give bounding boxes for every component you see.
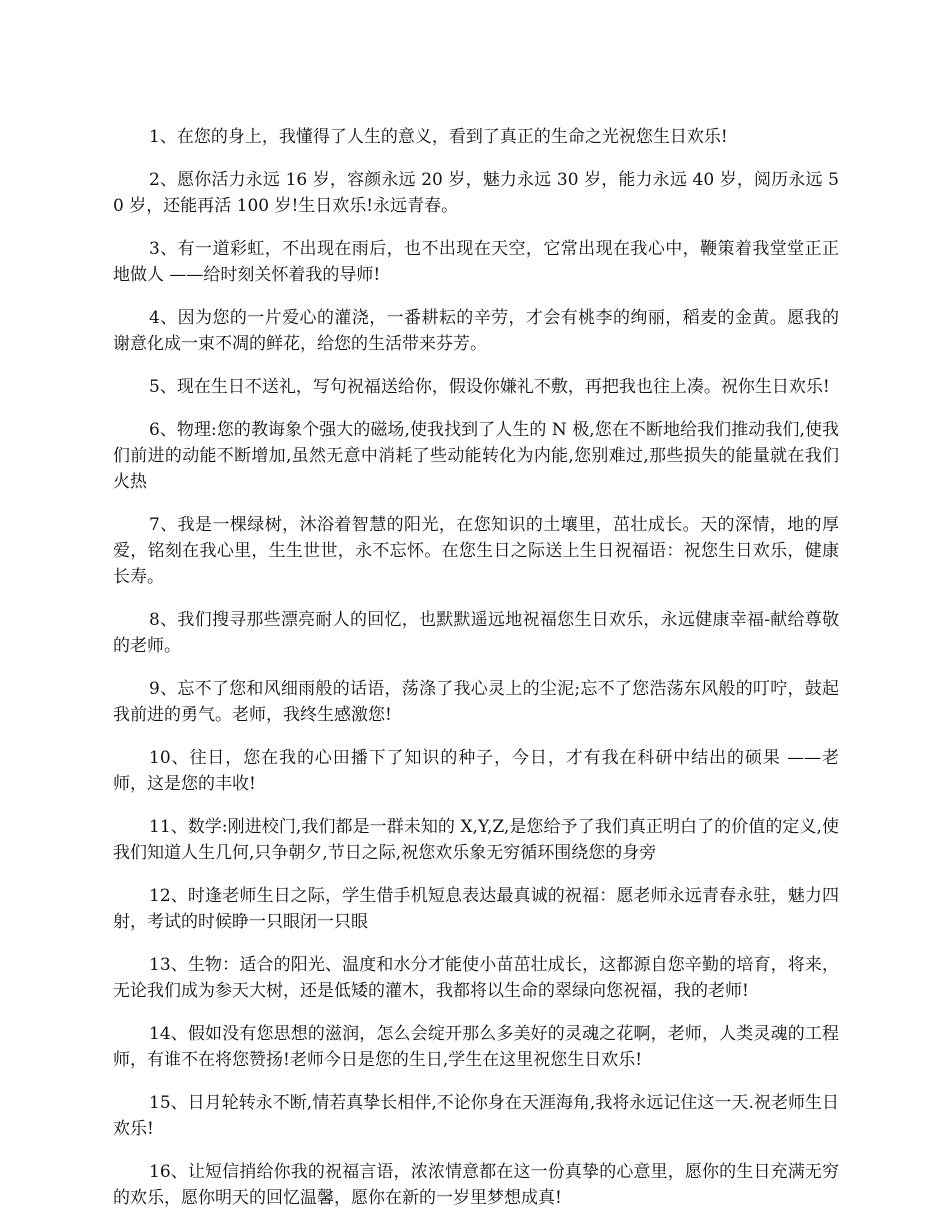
paragraph-3: 3、有一道彩虹，不出现在雨后，也不出现在天空，它常出现在我心中，鞭策着我堂堂正正地做人 ——给时刻关怀着我的导师! [113, 239, 839, 285]
paragraph-7: 7、我是一棵绿树，沐浴着智慧的阳光，在您知识的土壤里，茁壮成长。天的深情，地的厚爱，铭刻在我心里，生生世世，永不忘怀。在您生日之际送上生日祝福语：祝您生日欢乐，健康长寿。 [113, 515, 839, 587]
document-body [113, 124, 839, 1228]
paragraph-6: 6、物理:您的教诲象个强大的磁场,使我找到了人生的 N 极,您在不断地给我们推动我们,使我们前进的动能不断增加,虽然无意中消耗了些动能转化为内能,您别难过,那些损失的能量就在我们火热 [113, 420, 839, 492]
paragraph-14: 14、假如没有您思想的滋润，怎么会绽开那么多美好的灵魂之花啊，老师，人类灵魂的工程师，有谁不在将您赞扬!老师今日是您的生日,学生在这里祝您生日欢乐! [113, 1024, 839, 1070]
paragraph-2: 2、愿你活力永远 16 岁，容颜永远 20 岁，魅力永远 30 岁，能力永远 40 岁，阅历永远 50 岁，还能再活 100 岁!生日欢乐!永远青春。 [113, 170, 839, 216]
paragraph-15: 15、日月轮转永不断,情若真挚长相伴,不论你身在天涯海角,我将永远记住这一天.祝老师生日欢乐! [113, 1093, 839, 1139]
paragraph-11: 11、数学:刚进校门,我们都是一群未知的 X,Y,Z,是您给予了我们真正明白了的价值的定义,使我们知道人生几何,只争朝夕,节日之际,祝您欢乐象无穷循环围绕您的身旁 [113, 817, 839, 863]
paragraph-13: 13、生物：适合的阳光、温度和水分才能使小苗茁壮成长，这都源自您辛勤的培育，将来，无论我们成为参天大树，还是低矮的灌木，我都将以生命的翠绿向您祝福，我的老师! [113, 955, 839, 1001]
paragraph-5: 5、现在生日不送礼，写句祝福送给你，假设你嫌礼不敷，再把我也往上凑。祝你生日欢乐! [149, 377, 830, 397]
paragraph-4: 4、因为您的一片爱心的灌浇，一番耕耘的辛劳，才会有桃李的绚丽，稻麦的金黄。愿我的谢意化成一束不凋的鲜花，给您的生活带来芬芳。 [113, 308, 839, 354]
paragraph-16: 16、让短信捎给你我的祝福言语，浓浓情意都在这一份真挚的心意里，愿你的生日充满无穷的欢乐，愿你明天的回忆温馨，愿你在新的一岁里梦想成真! [113, 1162, 839, 1208]
paragraph-8: 8、我们搜寻那些漂亮耐人的回忆，也默默遥远地祝福您生日欢乐，永远健康幸福-献给尊敬的老师。 [113, 610, 839, 656]
paragraph-12: 12、时逢老师生日之际，学生借手机短息表达最真诚的祝福：愿老师永远青春永驻，魅力四射，考试的时候睁一只眼闭一只眼 [113, 886, 839, 932]
paragraph-9: 9、忘不了您和风细雨般的话语，荡涤了我心灵上的尘泥;忘不了您浩荡东风般的叮咛，鼓起我前进的勇气。老师，我终生感激您! [113, 679, 839, 725]
paragraph-10: 10、往日，您在我的心田播下了知识的种子，今日，才有我在科研中结出的硕果 ——老师，这是您的丰收! [113, 748, 839, 794]
paragraph-1: 1、在您的身上，我懂得了人生的意义，看到了真正的生命之光祝您生日欢乐! [149, 127, 728, 147]
